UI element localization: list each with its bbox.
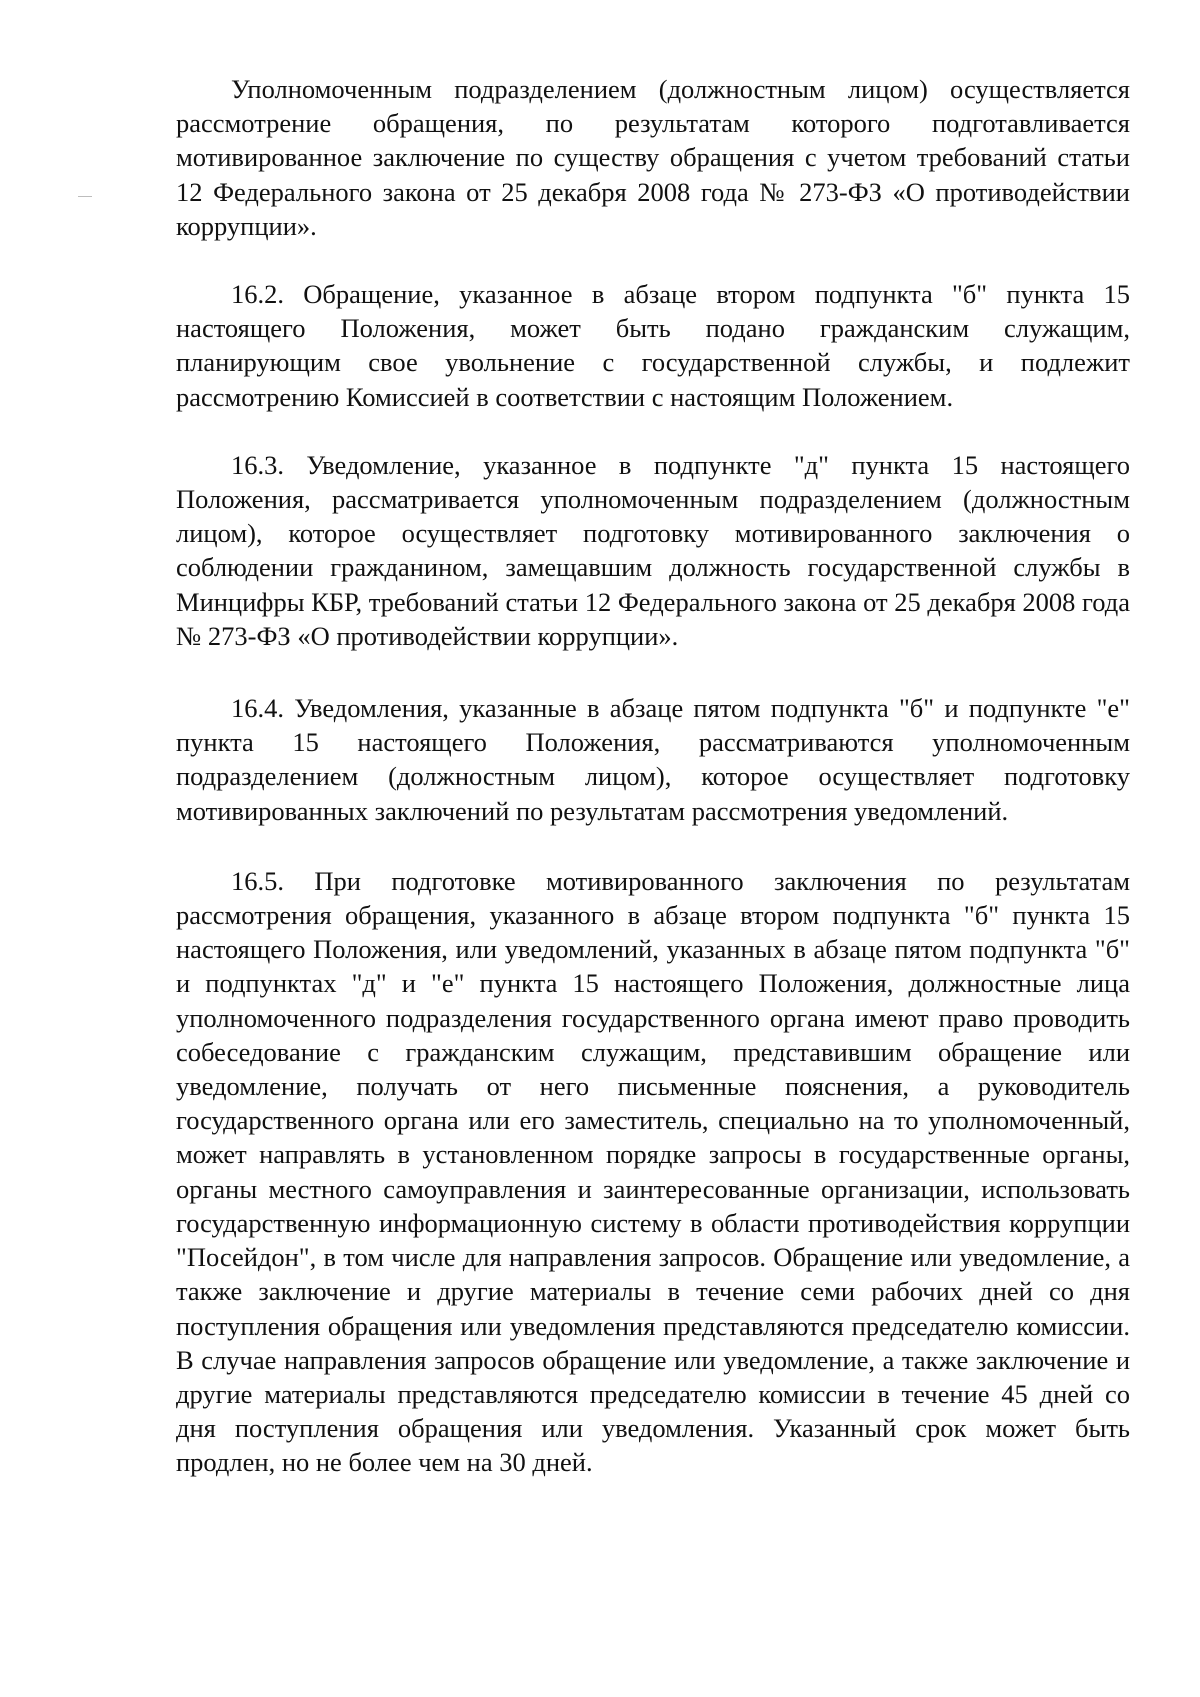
paragraph-16-5: 16.5. При подготовке мотивированного заключения по результатам рассмотрения обращения, указанного в абзаце втором подпункта "б" пункта 15 настоящего Положения, или уведомлений, указанных в абзаце пятом подпункта "б" и подпунктах "д" и "е" пункта 15 настоящего Положения, должностные лица уполномоченного подразделения государственного органа имеют право проводить собеседование с гражданским служащим, представившим обращение или уведомление, получать от него письменные пояснения, а руководитель государственного органа или его заместитель, специально на то уполномоченный, может направлять в установленном порядке запросы в государственные органы, органы местного самоуправления и заинтересованные организации, использовать государственную информационную систему в области противодействия коррупции "Посейдон", в том числе для направления запросов. Обращение или уведомление, а также заключение и другие материалы в течение семи рабочих дней со дня поступления обращения или уведомления представляются председателю комиссии. В случае направления запросов обращение или уведомление, а также заключение и другие материалы представляются председателю комиссии в течение 45 дней со дня поступления обращения или уведомления. Указанный срок может быть продлен, но не более чем на 30 дней. bbox=[176, 865, 1130, 1478]
paragraph-16-4: 16.4. Уведомления, указанные в абзаце пятом подпункта "б" и подпункте "е" пункта 15 настоящего Положения, рассматриваются уполномоченным подразделением (должностным лицом), которое осуществляет подготовку мотивированных заключений по результатам рассмотрения уведомлений. bbox=[176, 693, 1130, 826]
paragraph-16-3: 16.3. Уведомление, указанное в подпункте "д" пункта 15 настоящего Положения, рассматривается уполномоченным подразделением (должностным лицом), которое осуществляет подготовку мотивированного заключения о соблюдении гражданином, замещавшим должность государственной службы в Минцифры КБР, требований статьи 12 Федерального закона от 25 декабря 2008 года № 273-ФЗ «О противодействии коррупции». bbox=[176, 449, 1130, 651]
paragraph-16-2: 16.2. Обращение, указанное в абзаце втором подпункта "б" пункта 15 настоящего Положения, может быть подано гражданским служащим, планирующим свое увольнение с государственной службы, и подлежит рассмотрению Комиссией в соответствии с настоящим Положением. bbox=[176, 279, 1130, 412]
paragraph-intro: Уполномоченным подразделением (должностным лицом) осуществляется рассмотрение обращения, по результатам которого подготавливается мотивированное заключение по существу обращения с учетом требований статьи 12 Федерального закона от 25 декабря 2008 года № 273-ФЗ «О противодействии коррупции». bbox=[176, 74, 1130, 241]
scan-margin-mark bbox=[78, 196, 92, 197]
document-body bbox=[176, 72, 1130, 1480]
